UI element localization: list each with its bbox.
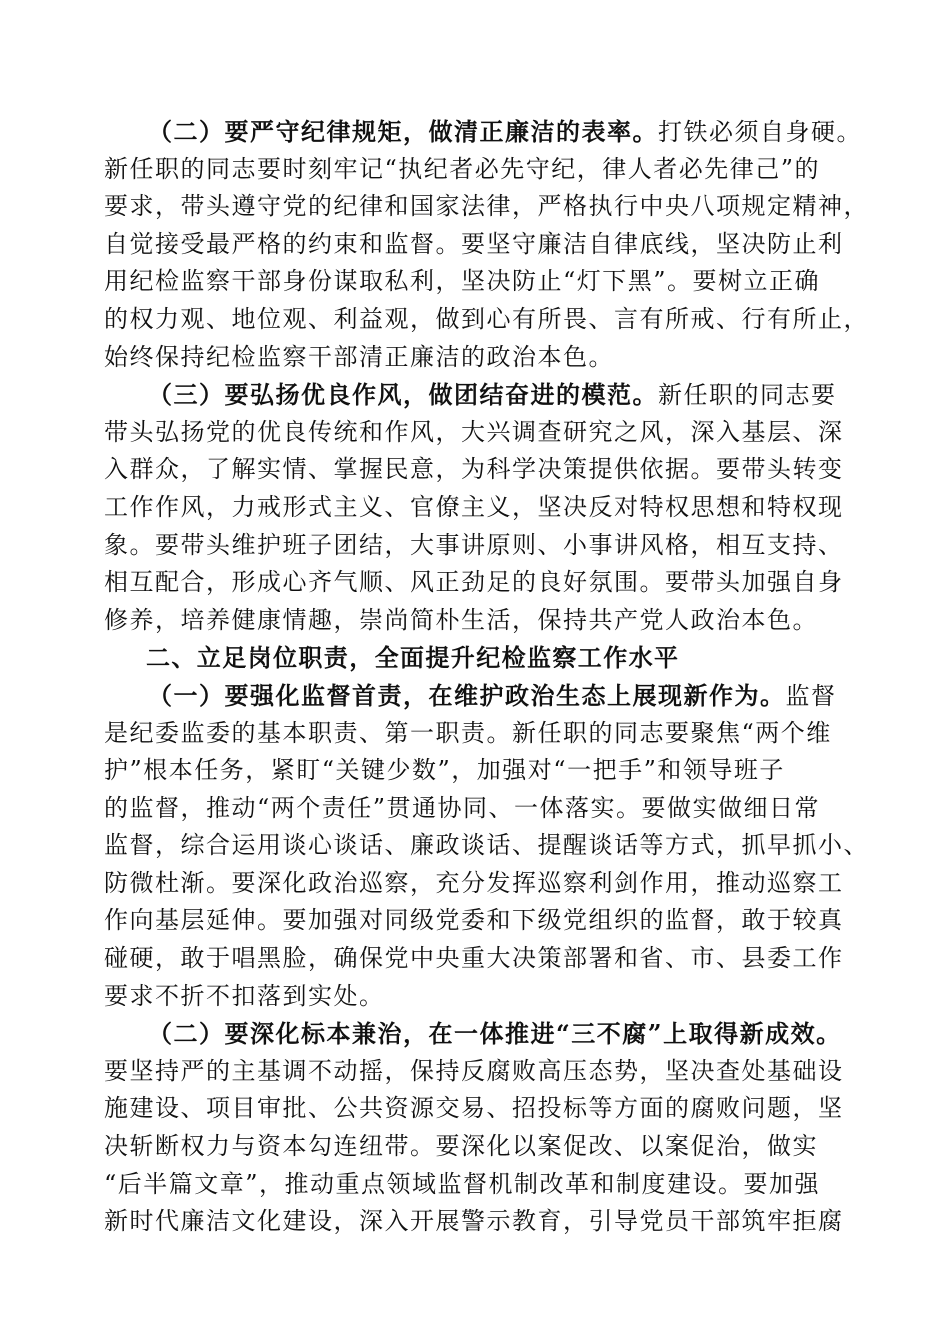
- paragraph-line: 带头弘扬党的优良传统和作风，大兴调查研究之风，深入基层、深: [104, 417, 844, 446]
- paragraph-line: “后半篇文章”，推动重点领域监督机制改革和制度建设。要加强: [104, 1169, 821, 1198]
- paragraph-line: 用纪检监察干部身份谋取私利，坚决防止“灯下黑”。要树立正确: [104, 267, 821, 296]
- paragraph-line: 要坚持严的主基调不动摇，保持反腐败高压态势，坚决查处基础设: [104, 1056, 844, 1085]
- paragraph-lead-bold: （三）要弘扬优良作风，做团结奋进的模范。: [148, 380, 658, 410]
- paragraph-line: 护”根本任务，紧盯“关键少数”，加强对“一把手”和领导班子: [104, 756, 785, 785]
- paragraph-line: 施建设、项目审批、公共资源交易、招投标等方面的腐败问题，坚: [104, 1094, 844, 1123]
- paragraph-line: [104, 677, 864, 715]
- paragraph-line: 新时代廉洁文化建设，深入开展警示教育，引导党员干部筑牢拒腐: [104, 1207, 844, 1236]
- paragraph-line: 要求不折不扣落到实处。: [104, 981, 385, 1010]
- paragraph-lead-bold: （一）要强化监督首责，在维护政治生态上展现新作为。: [148, 680, 786, 710]
- document-body: [104, 113, 869, 1241]
- paragraph-text: 监督: [785, 681, 837, 710]
- paragraph-line: 始终保持纪检监察干部清正廉洁的政治本色。: [104, 342, 614, 371]
- paragraph-line: 新任职的同志要时刻牢记“执纪者必先守纪，律人者必先律己”的: [104, 154, 821, 183]
- paragraph-line: 防微杜渐。要深化政治巡察，充分发挥巡察利剑作用，推动巡察工: [104, 868, 844, 897]
- paragraph-lead-bold: （二）要严守纪律规矩，做清正廉洁的表率。: [148, 117, 658, 146]
- paragraph-line: 相互配合，形成心齐气顺、风正劲足的良好氛围。要带头加强自身: [104, 568, 844, 597]
- paragraph-line: 要求，带头遵守党的纪律和国家法律，严格执行中央八项规定精神，: [104, 192, 869, 221]
- paragraph-line: [104, 1015, 864, 1053]
- paragraph-line: 监督，综合运用谈心谈话、廉政谈话、提醒谈话等方式，抓早抓小、: [104, 831, 869, 860]
- paragraph-line: 作向基层延伸。要加强对同级党委和下级党组织的监督，敢于较真: [104, 906, 844, 935]
- paragraph-line: 自觉接受最严格的约束和监督。要坚守廉洁自律底线，坚决防止利: [104, 229, 844, 258]
- paragraph-text: 打铁必须自身硬。: [658, 118, 862, 146]
- paragraph-line: 工作作风，力戒形式主义、官僚主义，坚决反对特权思想和特权现: [104, 492, 844, 521]
- paragraph-lead-bold: （二）要深化标本兼治，在一体推进“三不腐”上取得新成效。: [148, 1019, 842, 1049]
- paragraph-line: 入群众，了解实情、掌握民意，为科学决策提供依据。要带头转变: [104, 455, 844, 484]
- paragraph-line: 碰硬，敢于唱黑脸，确保党中央重大决策部署和省、市、县委工作: [104, 944, 844, 973]
- section-heading: 二、立足岗位职责，全面提升纪检监察工作水平: [146, 643, 680, 673]
- paragraph-line: 是纪委监委的基本职责、第一职责。新任职的同志要聚焦“两个维: [104, 718, 832, 747]
- paragraph-line: [104, 376, 864, 414]
- paragraph-line: 决斩断权力与资本勾连纽带。要深化以案促改、以案促治，做实: [104, 1132, 818, 1161]
- paragraph-line: 修养，培养健康情趣，崇尚简朴生活，保持共产党人政治本色。: [104, 605, 818, 634]
- paragraph-line: 象。要带头维护班子团结，大事讲原则、小事讲风格，相互支持、: [104, 530, 844, 559]
- paragraph-line: 的权力观、地位观、利益观，做到心有所畏、言有所戒、行有所止，: [104, 304, 869, 333]
- paragraph-text: 新任职的同志要: [658, 381, 837, 410]
- paragraph-line: [104, 113, 864, 151]
- paragraph-line: 的监督，推动“两个责任”贯通协同、一体落实。要做实做细日常: [104, 793, 821, 822]
